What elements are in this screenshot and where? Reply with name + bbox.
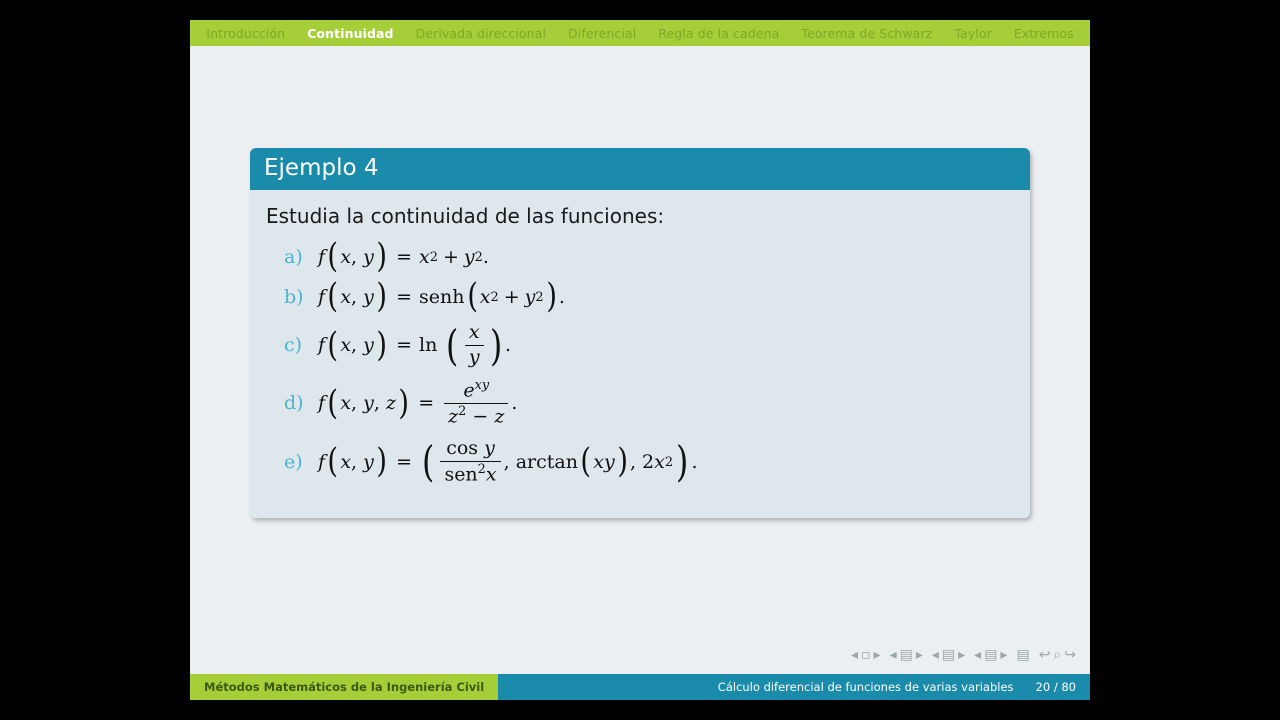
triangle-left-icon[interactable]: ◂: [851, 647, 859, 663]
footer-section-title: Cálculo diferencial de funciones de varias variables: [498, 674, 1025, 700]
presentation-icon-group[interactable]: [1016, 648, 1029, 662]
example-block-title: Ejemplo 4: [250, 148, 1030, 190]
item-formula-b: f ( x , y ) = senh ( x 2 + y 2 ) .: [318, 276, 565, 317]
list-item: [264, 438, 1016, 486]
item-formula-a: f ( x , y ) = x 2 + y 2 .: [318, 236, 489, 277]
subsection-icon[interactable]: ▤: [941, 647, 956, 663]
item-label-e: e): [284, 451, 303, 474]
example-intro: Estudia la continuidad de las funciones:: [266, 204, 665, 228]
item-label-d: d): [284, 392, 304, 415]
beamer-navigation-symbols[interactable]: [851, 648, 1076, 662]
triangle-right-icon[interactable]: ▸: [1000, 647, 1008, 663]
example-block-body: [250, 190, 1030, 518]
document-icon[interactable]: ▤: [1016, 647, 1030, 663]
triangle-right-icon[interactable]: ▸: [915, 647, 923, 663]
nav-item-regla-de-la-cadena[interactable]: Regla de la cadena: [658, 25, 780, 41]
frame-icon[interactable]: ▤: [899, 647, 913, 663]
example-items-list: [264, 236, 1016, 487]
nav-item-diferencial[interactable]: Diferencial: [568, 25, 637, 41]
item-formula-e: f ( x , y ) = ( $\frac{\text{cos y}}{sen^2x}$ , arctan ( xy ) , 2 x 2 ) .: [318, 437, 698, 487]
square-icon[interactable]: ▫: [861, 647, 871, 663]
triangle-left-icon[interactable]: ◂: [974, 647, 982, 663]
item-formula-d: f ( x , y , z ) = $\frac{e^{xy}}{z^2 - z}$ .: [318, 377, 518, 428]
item-label-a: a): [284, 246, 303, 268]
nav-item-extremos[interactable]: Extremos: [1013, 25, 1074, 41]
item-label-b: b): [284, 286, 304, 308]
section-nav-icons[interactable]: [974, 648, 1007, 662]
slide-footer: [190, 674, 1090, 700]
back-icon[interactable]: ↩: [1038, 647, 1051, 663]
nav-item-derivada-direccional[interactable]: Derivada direccional: [415, 25, 547, 41]
forward-icon[interactable]: ↪: [1064, 647, 1076, 663]
list-item: [264, 276, 1016, 317]
item-formula-c: f ( x , y ) = ln ( $\frac{x}{y}$ ) .: [318, 320, 511, 370]
triangle-left-icon[interactable]: ◂: [889, 647, 897, 663]
section-navbar[interactable]: [190, 20, 1090, 46]
item-label-c: c): [284, 334, 303, 357]
search-icon[interactable]: ⌕: [1053, 647, 1062, 663]
triangle-left-icon[interactable]: ◂: [931, 647, 939, 663]
list-item: [264, 236, 1016, 277]
frame-nav-icons[interactable]: [890, 648, 923, 662]
nav-item-taylor[interactable]: Taylor: [954, 25, 992, 41]
triangle-right-icon[interactable]: ▸: [873, 647, 881, 663]
list-item: [264, 322, 1016, 369]
subsection-nav-icons[interactable]: [932, 648, 965, 662]
example-block: [250, 148, 1030, 518]
nav-item-introduccion[interactable]: Introducción: [206, 25, 286, 41]
footer-course-title: Métodos Matemáticos de la Ingeniería Civil: [190, 674, 498, 700]
triangle-right-icon[interactable]: ▸: [958, 647, 966, 663]
nav-item-teorema-de-schwarz[interactable]: Teorema de Schwarz: [801, 25, 933, 41]
section-icon[interactable]: ▤: [984, 647, 998, 663]
slide: [190, 20, 1090, 700]
slide-nav-icons[interactable]: [851, 648, 881, 662]
nav-item-continuidad[interactable]: Continuidad: [307, 25, 394, 41]
zoom-icon-group[interactable]: [1039, 648, 1076, 662]
list-item: [264, 379, 1016, 428]
footer-page-number: 20 / 80: [1026, 674, 1090, 700]
